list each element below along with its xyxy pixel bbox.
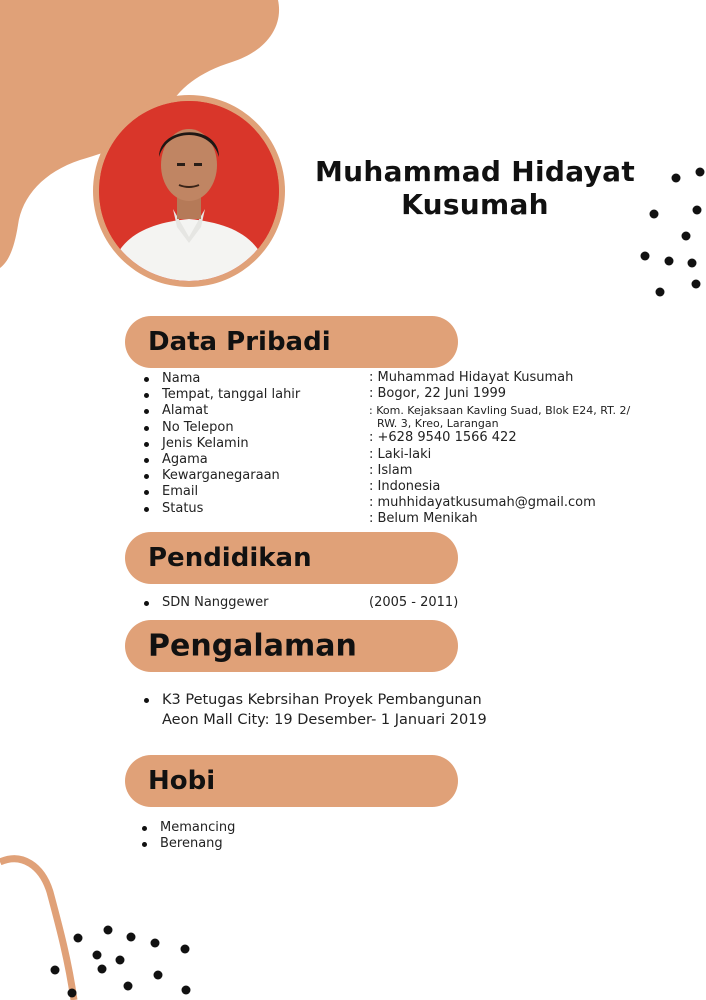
dot — [693, 206, 702, 215]
education-years: (2005 - 2011) — [369, 595, 459, 610]
label-kewarganegaraan: Kewarganegaraan — [142, 468, 300, 484]
dot — [98, 965, 107, 974]
dot — [93, 951, 102, 960]
label-ttl: Tempat, tanggal lahir — [142, 387, 300, 403]
section-title: Pendidikan — [148, 543, 312, 573]
label-nama: Nama — [142, 371, 300, 387]
section-header-hobi — [125, 755, 458, 807]
section-header-data-pribadi — [125, 316, 458, 368]
value-jenis-kelamin: : Laki-laki — [369, 446, 432, 462]
experience-line-1: K3 Petugas Kebrsihan Proyek Pembangunan — [162, 692, 482, 708]
label-telepon: No Telepon — [142, 420, 300, 436]
hobby-item: Berenang — [140, 836, 235, 852]
bottom-left-curve — [0, 859, 74, 1000]
value-nama: : Muhammad Hidayat Kusumah — [369, 370, 574, 385]
education-list — [142, 595, 269, 611]
dot — [74, 934, 83, 943]
label-status: Status — [142, 501, 300, 517]
dot — [154, 971, 163, 980]
name-line-1: Muhammad Hidayat — [314, 155, 636, 188]
education-school: SDN Nanggewer — [142, 595, 269, 611]
hobbies-list — [140, 820, 235, 852]
dot — [665, 257, 674, 266]
profile-photo-frame — [93, 95, 285, 287]
dot — [127, 933, 136, 942]
dot — [68, 989, 77, 998]
full-name — [310, 155, 640, 221]
label-alamat: Alamat — [142, 403, 300, 419]
section-header-pengalaman — [125, 620, 458, 672]
dot — [181, 945, 190, 954]
dot — [692, 280, 701, 289]
dot — [682, 232, 691, 241]
value-status: : Belum Menikah — [369, 511, 478, 527]
value-alamat-line-2: RW. 3, Kreo, Larangan — [377, 417, 499, 431]
value-telepon: : +628 9540 1566 422 — [369, 430, 517, 446]
bullet — [144, 698, 149, 703]
personal-values — [369, 370, 630, 528]
dot — [688, 259, 697, 268]
dot — [182, 986, 191, 995]
hobby-item: Memancing — [140, 820, 235, 836]
personal-labels-list — [142, 371, 300, 517]
section-header-pendidikan — [125, 532, 458, 584]
person-illustration — [99, 101, 279, 281]
dot — [650, 210, 659, 219]
name-line-2: Kusumah — [401, 188, 549, 221]
dot — [641, 252, 650, 261]
dot — [124, 982, 133, 991]
label-agama: Agama — [142, 452, 300, 468]
label-jenis-kelamin: Jenis Kelamin — [142, 436, 300, 452]
value-agama: : Islam — [369, 462, 413, 478]
profile-photo — [99, 101, 279, 281]
dot — [696, 168, 705, 177]
dot — [151, 939, 160, 948]
dot — [656, 288, 665, 297]
top-right-dots — [641, 168, 705, 297]
dot — [104, 926, 113, 935]
value-email: : muhhidayatkusumah@gmail.com — [369, 495, 596, 511]
value-alamat-line-1: : Kom. Kejaksaan Kavling Suad, Blok E24, RT. 2/ — [369, 404, 631, 418]
dot — [116, 956, 125, 965]
section-title: Data Pribadi — [148, 327, 331, 357]
value-ttl: : Bogor, 22 Juni 1999 — [369, 386, 507, 402]
value-kewarganegaraan: : Indonesia — [369, 479, 441, 495]
dot — [672, 174, 681, 183]
dot — [51, 966, 60, 975]
experience-item — [144, 690, 487, 730]
section-title: Pengalaman — [148, 628, 357, 664]
section-title: Hobi — [148, 766, 216, 796]
experience-line-2: Aeon Mall City: 19 Desember- 1 Januari 2019 — [162, 712, 487, 728]
label-email: Email — [142, 484, 300, 500]
